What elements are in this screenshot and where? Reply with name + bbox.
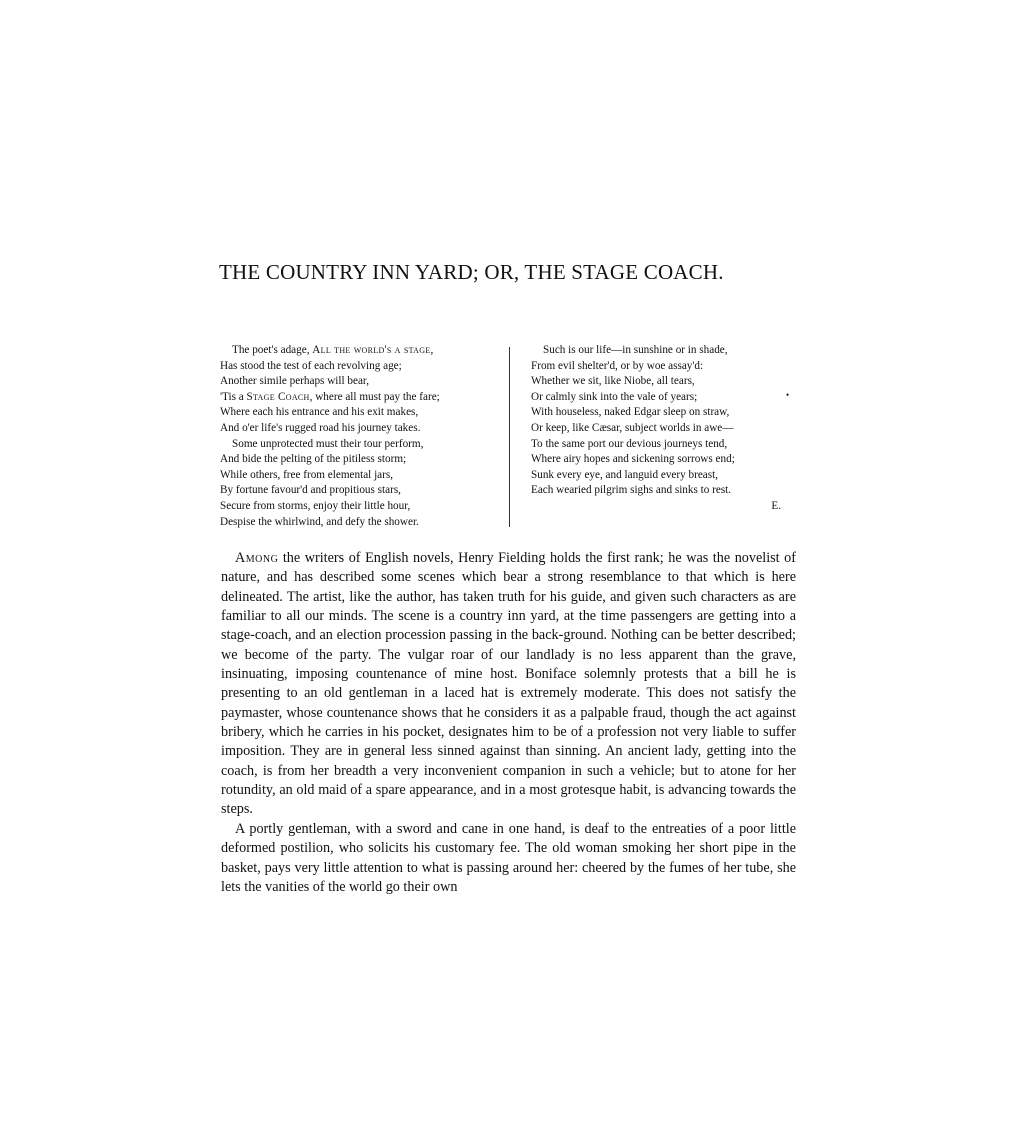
poem-line: Such is our life—in sunshine or in shade, [543, 344, 728, 356]
poem-line: Or calmly sink into the vale of years; [531, 390, 698, 403]
poem-line: From evil shelter'd, or by woe assay'd: [531, 359, 704, 372]
poem-line: To the same port our devious journeys tend, [531, 437, 728, 450]
poem-line: Each wearied pilgrim sighs and sinks to rest. [531, 484, 732, 497]
poem-line: Where each his entrance and his exit makes, [220, 406, 419, 419]
poem-line: Or keep, like Cæsar, subject worlds in awe— [531, 421, 734, 434]
poem-signature: E. [771, 499, 781, 512]
paragraph-text: the writers of English novels, Henry Fielding holds the first rank; he was the novelist of nature, and has described some scenes which bear a strong resemblance to that which is here delineated. The artist, like the author, has taken truth for his guide, and given such characters as are familiar to all our minds. The scene is a country inn yard, at the time passengers are getting into a stage-coach, and an election procession passing in the back-ground. Nothing can be better described; we become of the party. The vulgar roar of our landlady is no less apparent than the grave, insinuating, imposing countenance of mine host. Boniface solemnly protests that a bill he is presenting to an old gentleman in a laced hat is extremely moderate. This does not satisfy the paymaster, whose countenance shows that he considers it as a palpable fraud, though the act against bribery, which he carries in his pocket, designates him to be of a profession not very liable to suffer imposition. They are in general less sinned against than sinning. An ancient lady, getting into the coach, is from her breadth a very inconvenient companion in such a vehicle; but to atone for her rotundity, an old maid of a spare appearance, and in a most grotesque habit, is advancing towards the steps. [221, 550, 796, 818]
poem-line-text: 'Tis a [220, 390, 247, 403]
page-title: THE COUNTRY INN YARD; OR, THE STAGE COACH. [219, 260, 724, 284]
poem-small-caps: All the world's a stage, [312, 344, 434, 356]
poem-line: Where airy hopes and sickening sorrows end; [531, 453, 735, 466]
prose-paragraph [221, 549, 796, 820]
prose-body [221, 549, 796, 897]
poem-line-text: The poet's adage, [232, 344, 313, 356]
poem-line: Sunk every eye, and languid every breast, [531, 468, 719, 481]
poem-line-text: , where all must pay the fare; [309, 390, 440, 403]
poem-small-caps: Stage Coach [246, 390, 310, 403]
poem-left-column [220, 343, 500, 530]
poem-right-column [531, 343, 783, 515]
poem-column-divider [509, 347, 510, 527]
poem-line: And o'er life's rugged road his journey takes. [220, 421, 421, 434]
poem-line: Some unprotected must their tour perform, [232, 437, 424, 450]
stray-ink-mark: • [786, 390, 790, 400]
poem-line: And bide the pelting of the pitiless storm; [220, 453, 407, 466]
poem-line [220, 343, 500, 359]
poem-line: By fortune favour'd and propitious stars, [220, 484, 401, 497]
poem-line [220, 390, 500, 406]
prose-paragraph: A portly gentleman, with a sword and cane in one hand, is deaf to the entreaties of a poor little deformed postilion, who solicits his customary fee. The old woman smoking her short pipe in the basket, pays very little attention to what is passing around her: cheered by the fumes of her tube, she lets the vanities of the world go their own [221, 820, 796, 895]
poem-line: Has stood the test of each revolving age; [220, 359, 402, 372]
paragraph-lead-word: Among [235, 550, 279, 566]
poem-line: While others, free from elemental jars, [220, 468, 394, 481]
poem-line: Despise the whirlwind, and defy the shower. [220, 515, 419, 528]
poem-line: Another simile perhaps will bear, [220, 375, 369, 388]
poem-line: Whether we sit, like Niobe, all tears, [531, 375, 695, 388]
poem-line: Secure from storms, enjoy their little hour, [220, 499, 411, 512]
poem-line: With houseless, naked Edgar sleep on straw, [531, 406, 730, 419]
